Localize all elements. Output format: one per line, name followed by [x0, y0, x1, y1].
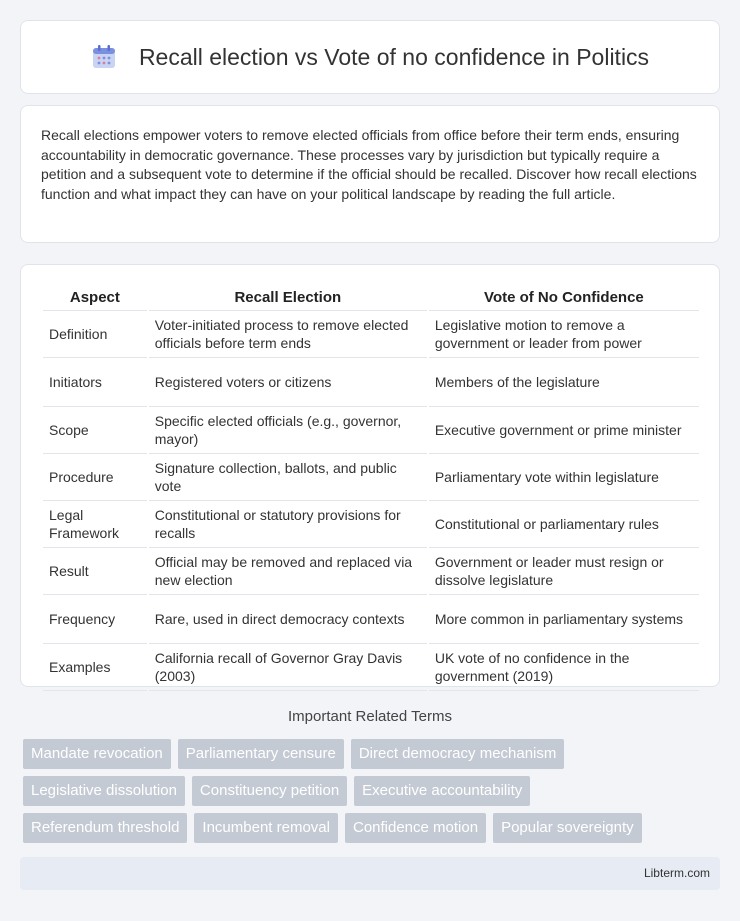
tag-legislative-dissolution[interactable]: Legislative dissolution	[23, 776, 185, 806]
cell-recall: Official may be removed and replaced via new election	[149, 548, 427, 595]
tag-incumbent-removal[interactable]: Incumbent removal	[194, 813, 338, 843]
cell-vonc: Constitutional or parliamentary rules	[429, 501, 699, 548]
comparison-card	[20, 264, 720, 687]
tag-confidence-motion[interactable]: Confidence motion	[345, 813, 486, 843]
cell-recall: Voter-initiated process to remove elected officials before term ends	[149, 311, 427, 358]
cell-vonc: Legislative motion to remove a government or leader from power	[429, 311, 699, 358]
tag-constituency-petition[interactable]: Constituency petition	[192, 776, 347, 806]
tag-mandate-revocation[interactable]: Mandate revocation	[23, 739, 171, 769]
header-aspect: Aspect	[43, 285, 147, 311]
header-recall-election: Recall Election	[149, 285, 427, 311]
cell-recall: Constitutional or statutory provisions for recalls	[149, 501, 427, 548]
related-terms-list	[23, 739, 723, 850]
related-terms-heading: Important Related Terms	[288, 708, 452, 725]
header-vote-of-no-confidence: Vote of No Confidence	[429, 285, 699, 311]
footer	[20, 857, 720, 890]
cell-vonc: More common in parliamentary systems	[429, 595, 699, 644]
cell-aspect: Result	[43, 548, 147, 595]
page-title: Recall election vs Vote of no confidence in Politics	[138, 43, 650, 70]
title-card	[20, 20, 720, 94]
cell-aspect: Initiators	[43, 358, 147, 407]
cell-recall: Specific elected officials (e.g., governor, mayor)	[149, 407, 427, 454]
comparison-table	[41, 285, 701, 691]
footer-site-link[interactable]: Libterm.com	[643, 866, 710, 880]
cell-vonc: UK vote of no confidence in the government (2019)	[429, 644, 699, 691]
cell-aspect: Definition	[43, 311, 147, 358]
cell-vonc: Parliamentary vote within legislature	[429, 454, 699, 501]
table-row	[43, 454, 699, 501]
tag-referendum-threshold[interactable]: Referendum threshold	[23, 813, 187, 843]
table-row	[43, 407, 699, 454]
calendar-icon	[91, 44, 117, 70]
cell-aspect: Frequency	[43, 595, 147, 644]
tag-parliamentary-censure[interactable]: Parliamentary censure	[178, 739, 344, 769]
table-row	[43, 595, 699, 644]
cell-aspect: Procedure	[43, 454, 147, 501]
table-row	[43, 501, 699, 548]
tag-executive-accountability[interactable]: Executive accountability	[354, 776, 530, 806]
cell-aspect: Scope	[43, 407, 147, 454]
tag-direct-democracy-mechanism[interactable]: Direct democracy mechanism	[351, 739, 565, 769]
cell-recall: Signature collection, ballots, and public vote	[149, 454, 427, 501]
cell-vonc: Government or leader must resign or dissolve legislature	[429, 548, 699, 595]
tag-row	[23, 813, 723, 843]
table-row	[43, 358, 699, 407]
cell-aspect: Legal Framework	[43, 501, 147, 548]
cell-aspect: Examples	[43, 644, 147, 691]
intro-paragraph: Recall elections empower voters to remove elected officials from office before their term ends, ensuring accountability in democratic governance. These processes vary by jurisdiction but typically require a petition and a subsequent vote to determine if the official should be recalled. Discover how recall elections function and what impact they can have on your political landscape by reading the full article.	[41, 127, 697, 202]
cell-vonc: Members of the legislature	[429, 358, 699, 407]
tag-row	[23, 776, 723, 806]
table-header-row	[43, 285, 699, 311]
tag-row	[23, 739, 723, 769]
cell-recall: Registered voters or citizens	[149, 358, 427, 407]
intro-card	[20, 105, 720, 243]
table-row	[43, 644, 699, 691]
table-row	[43, 548, 699, 595]
cell-vonc: Executive government or prime minister	[429, 407, 699, 454]
cell-recall: California recall of Governor Gray Davis (2003)	[149, 644, 427, 691]
tag-popular-sovereignty[interactable]: Popular sovereignty	[493, 813, 642, 843]
cell-recall: Rare, used in direct democracy contexts	[149, 595, 427, 644]
table-row	[43, 311, 699, 358]
